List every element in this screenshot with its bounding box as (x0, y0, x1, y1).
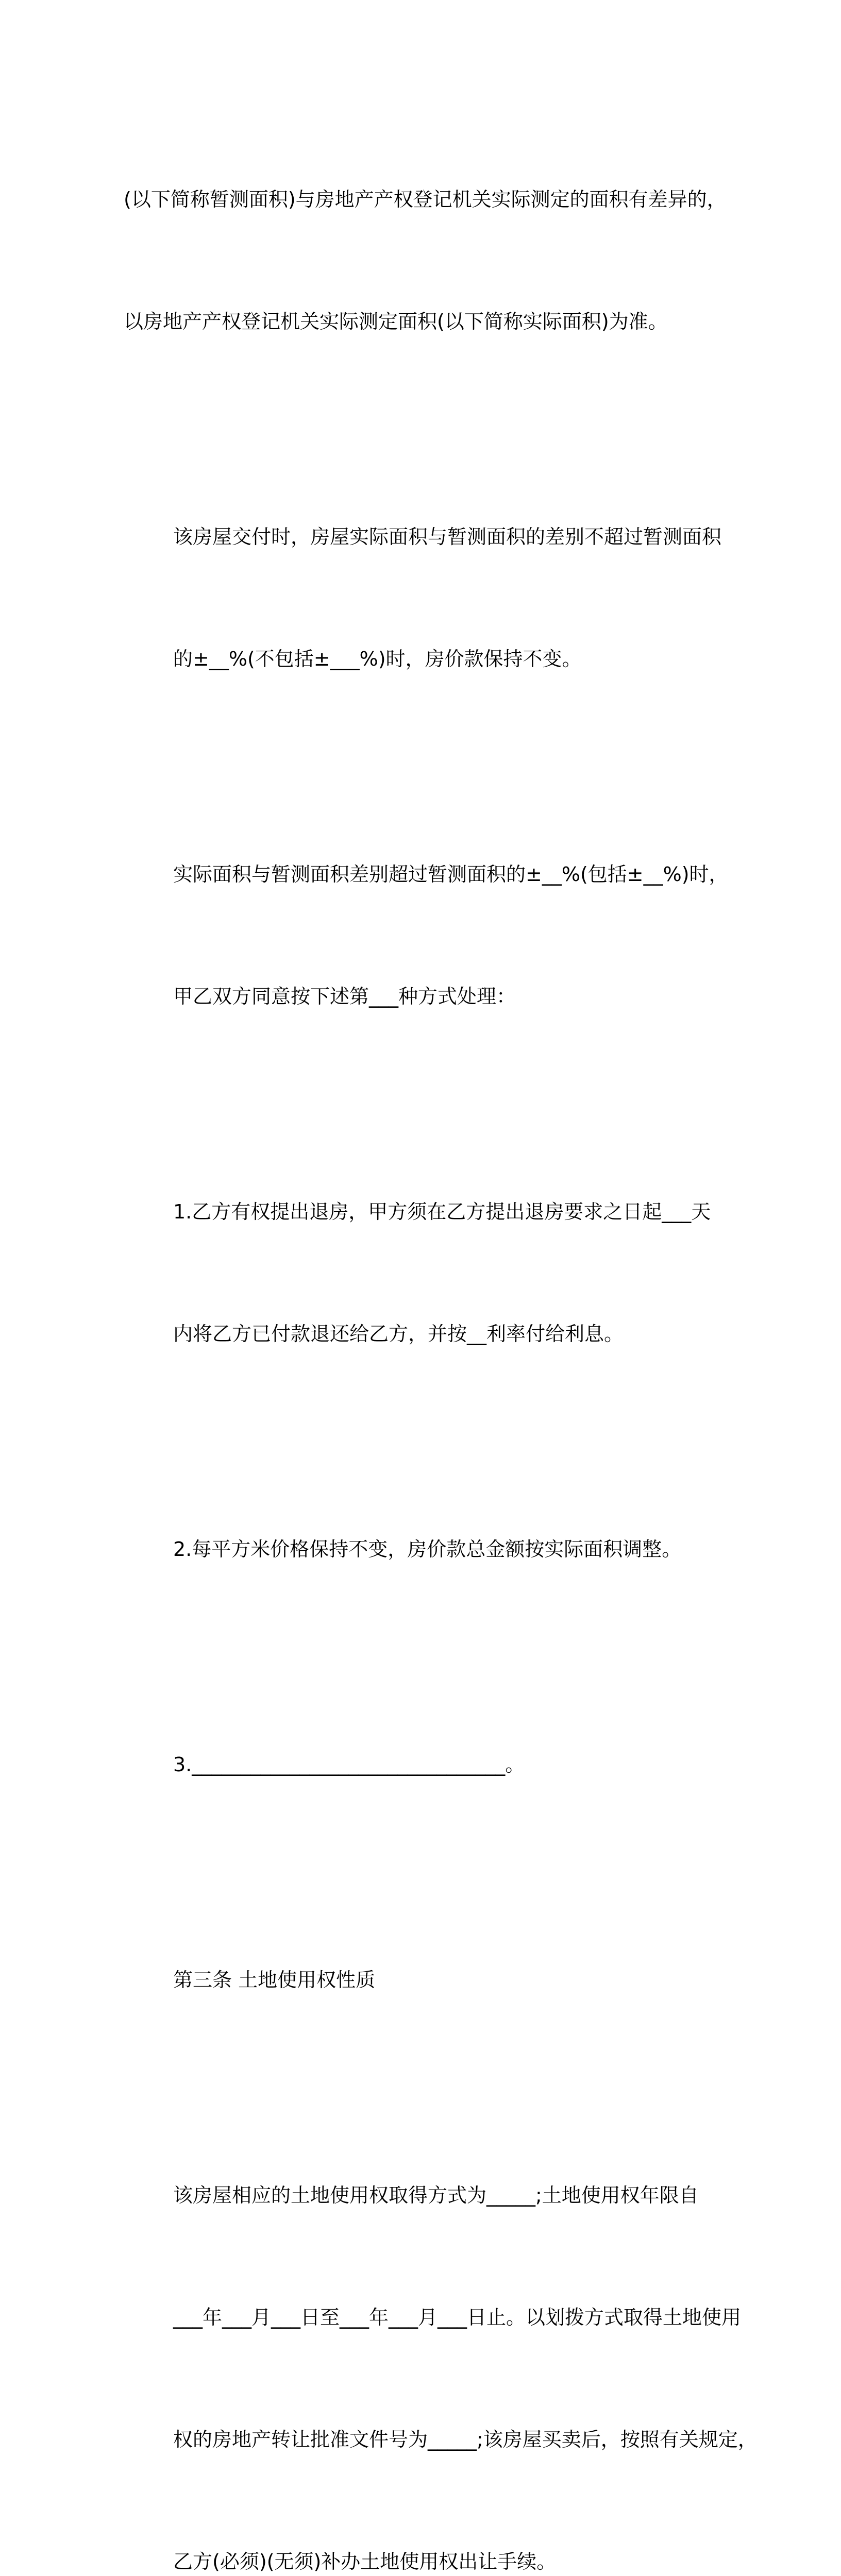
paragraph-area-difference (124, 98, 727, 423)
text-line: 3.________________________________。 (173, 1753, 525, 1776)
text-line: 以房地产产权登记机关实际测定面积(以下简称实际面积)为准。 (124, 310, 668, 333)
text-line: (以下简称暂测面积)与房地产产权登记机关实际测定的面积有差异的， (124, 188, 727, 211)
paragraph-land-use-right (124, 2094, 758, 2576)
document-body (124, 98, 758, 2576)
paragraph-area-tolerance (124, 435, 721, 761)
paragraph-area-exceed (124, 773, 729, 1098)
text-line: 第三条 土地使用权性质 (173, 1969, 376, 1991)
text-line: 2.每平方米价格保持不变，房价款总金额按实际面积调整。 (173, 1538, 682, 1561)
text-line: 的±__%(不包括±___%)时，房价款保持不变。 (173, 648, 582, 670)
text-line: 乙方(必须)(无须)补办土地使用权出让手续。 (173, 2550, 557, 2573)
text-line: 甲乙双方同意按下述第___种方式处理： (173, 985, 516, 1008)
text-line: ___年___月___日至___年___月___日止。以划拨方式取得土地使用 (173, 2306, 742, 2329)
text-line: 实际面积与暂测面积差别超过暂测面积的±__%(包括±__%)时， (173, 863, 729, 886)
paragraph-option-2 (124, 1448, 721, 1651)
paragraph-option-3 (124, 1663, 721, 1867)
paragraph-option-1 (124, 1110, 721, 1436)
text-line: 1.乙方有权提出退房，甲方须在乙方提出退房要求之日起___天 (173, 1200, 711, 1223)
section-heading-article-3 (124, 1878, 721, 2082)
text-line: 权的房地产转让批准文件号为_____;该房屋买卖后，按照有关规定， (173, 2428, 758, 2451)
text-line: 该房屋相应的土地使用权取得方式为_____;土地使用权年限自 (173, 2184, 699, 2207)
text-line: 该房屋交付时，房屋实际面积与暂测面积的差别不超过暂测面积 (173, 526, 722, 548)
text-line: 内将乙方已付款退还给乙方，并按__利率付给利息。 (173, 1323, 624, 1345)
